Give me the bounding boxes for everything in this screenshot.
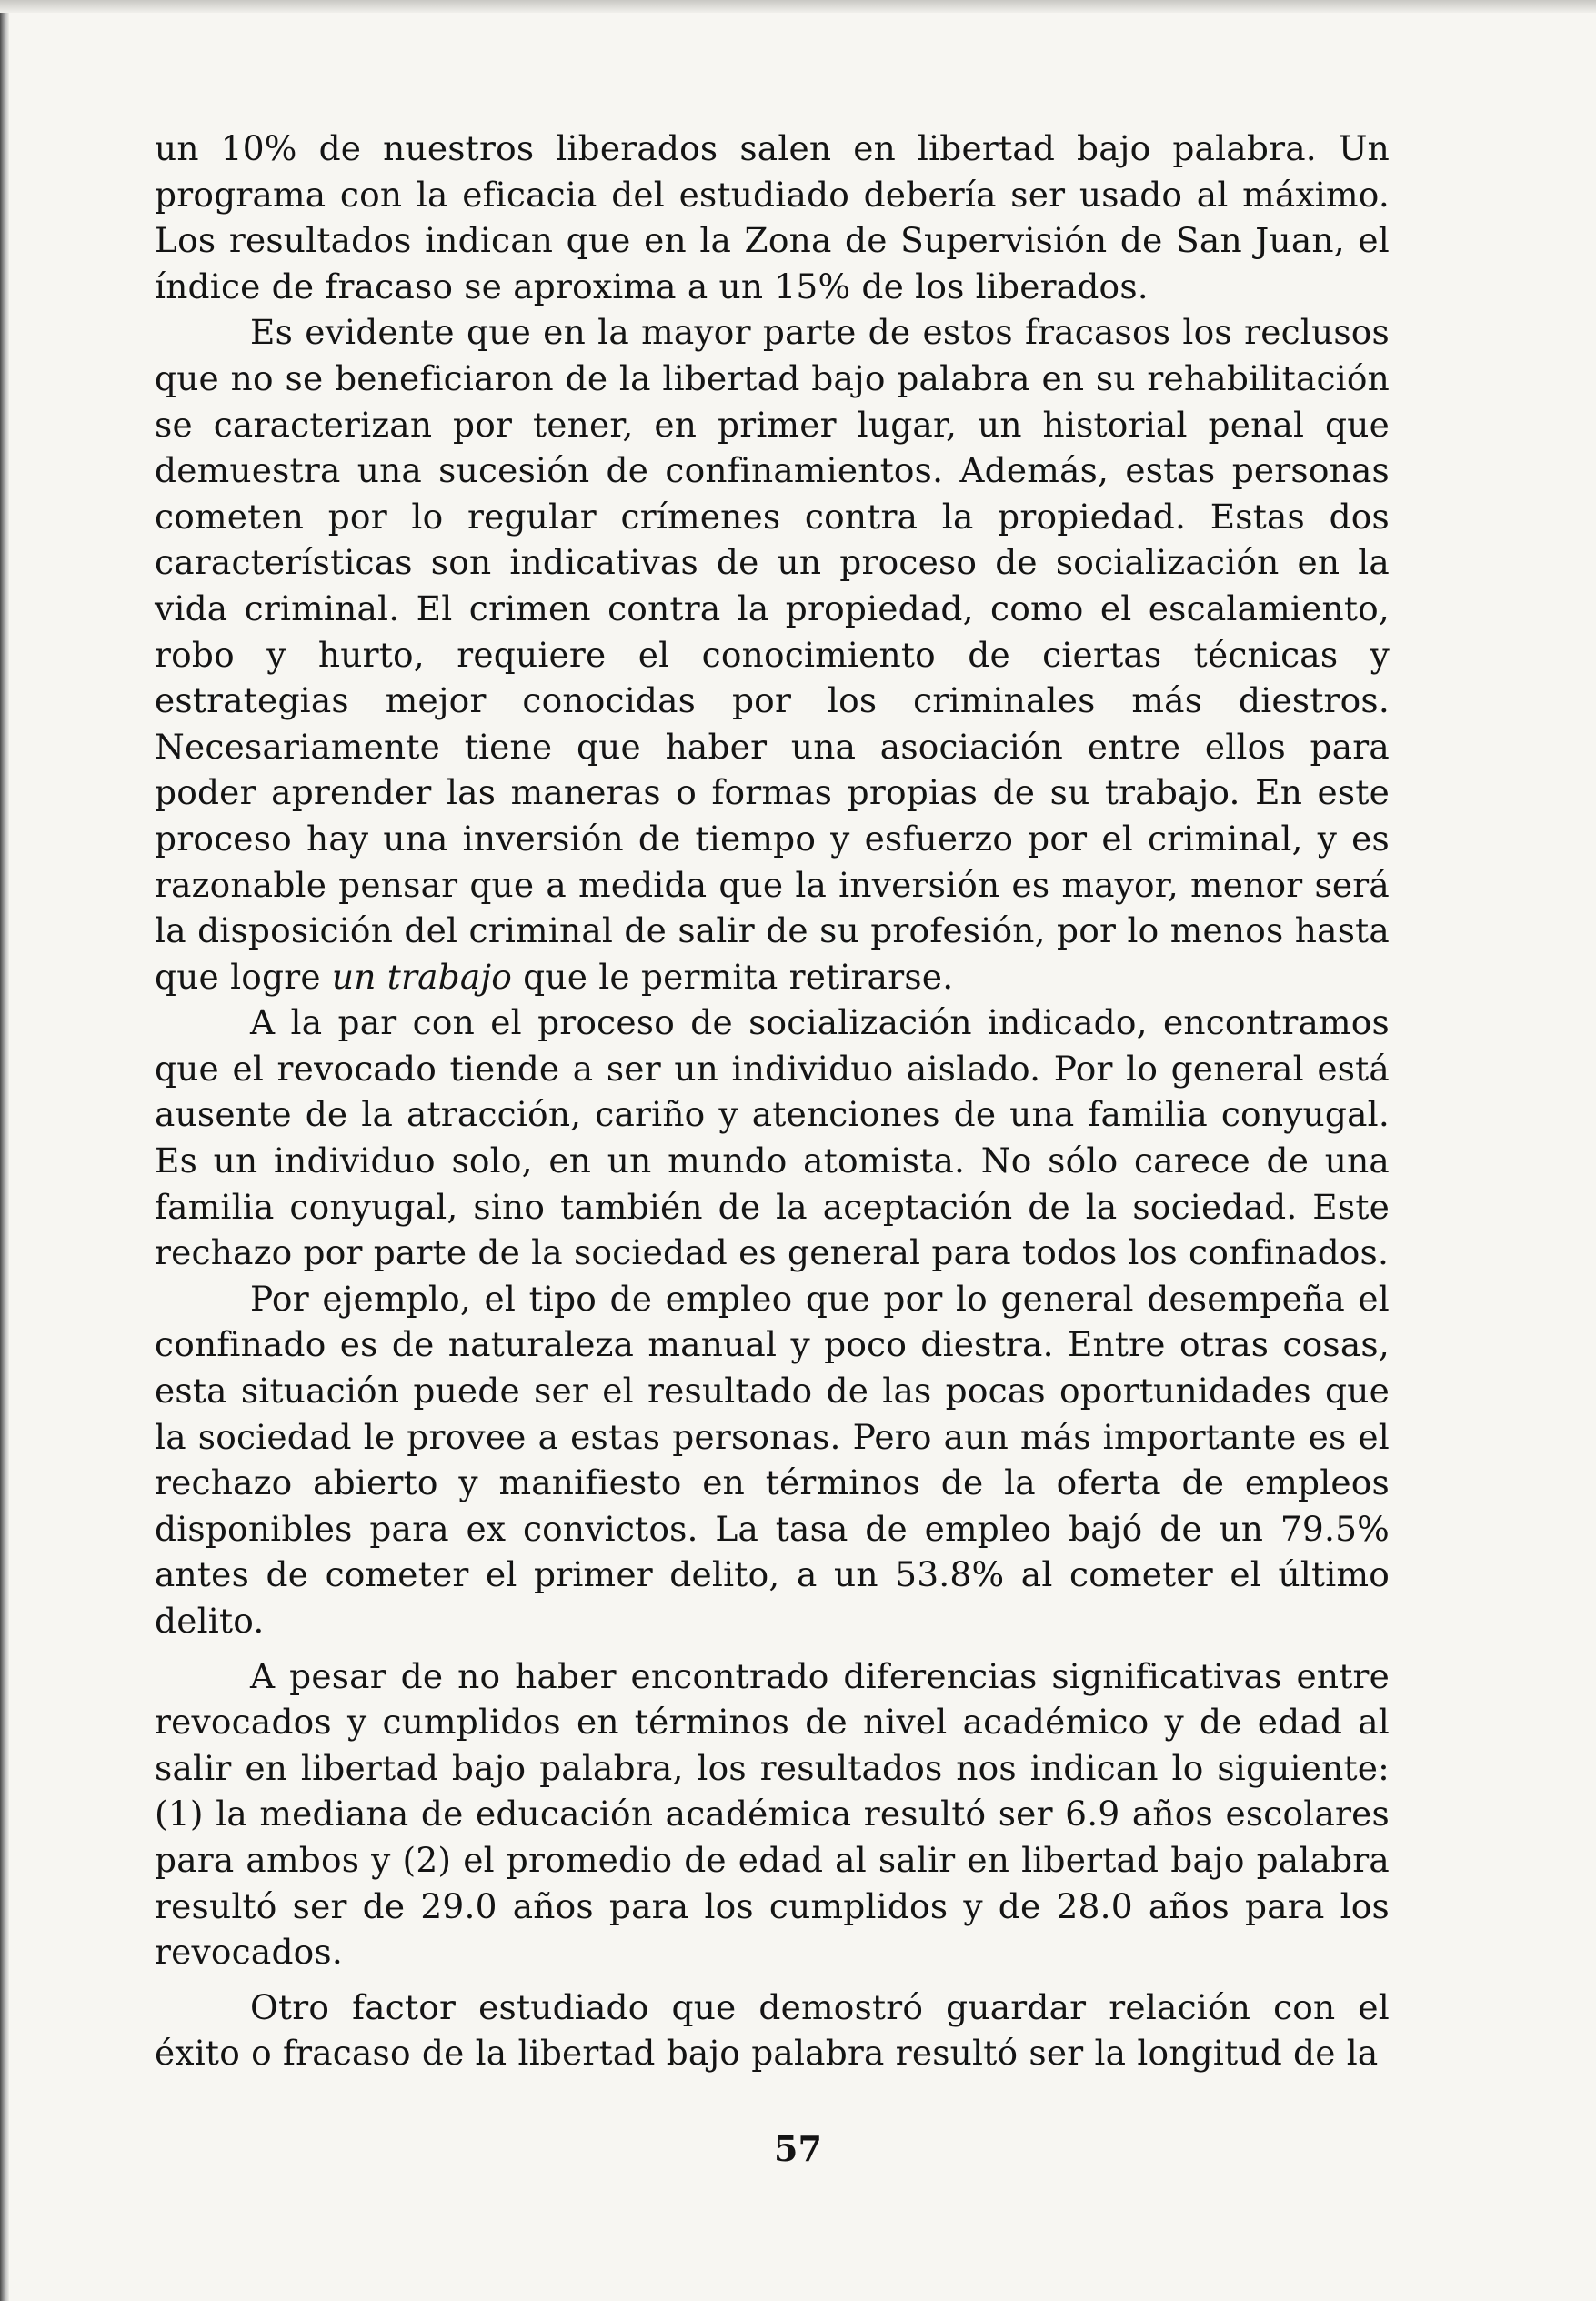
paragraph-4: Por ejemplo, el tipo de empleo que por lo general desempeña el confinado es de naturaleza manual y poco diestra. Entre otras cosas, esta situación puede ser el resultado de las pocas oportunidades que la sociedad le provee a estas personas. Pero aun más importante es el rechazo abierto y manifiesto en términos de la oferta de empleos disponibles para ex convictos. La tasa de empleo bajó de un 79.5% antes de cometer el primer delito, a un 53.8% al cometer el último delito.	[155, 1278, 1390, 1641]
paragraph-5: A pesar de no haber encontrado diferencias significativas entre revocados y cumplidos en términos de nivel académico y de edad al salir en libertad bajo palabra, los resultados nos indican lo siguiente: (1) la mediana de educación académica resultó ser 6.9 años escolares para ambos y (2) el promedio de edad al salir en libertad bajo palabra resultó ser de 29.0 años para los cumplidos y de 28.0 años para los revocados.	[155, 1655, 1390, 1973]
page-binding-shadow	[0, 0, 9, 2301]
page-top-edge	[0, 0, 1596, 13]
paragraph-2-text-end: que le permita retirarse.	[512, 956, 954, 997]
paragraph-1: un 10% de nuestros liberados salen en libertad bajo palabra. Un programa con la eficacia del estudiado debería ser usado al máximo. Los resultados indican que en la Zona de Supervisión de San Juan, el índice de fracaso se aproxima a un 15% de los liberados.	[155, 128, 1390, 306]
page-number: 57	[774, 2128, 822, 2169]
paragraph-2	[155, 309, 1390, 1000]
page-body-text	[155, 126, 1390, 2076]
paragraph-2-emphasis: un trabajo	[331, 956, 513, 997]
paragraph-6: Otro factor estudiado que demostró guardar relación con el éxito o fracaso de la libertad bajo palabra resultó ser la longitud de la	[155, 1986, 1390, 2074]
paragraph-3: A la par con el proceso de socialización indicado, encontramos que el revocado tiende a ser un individuo aislado. Por lo general está ausente de la atracción, cariño y atenciones de una familia conyugal. Es un individuo solo, en un mundo atomista. No sólo carece de una familia conyugal, sino también de la aceptación de la sociedad. Este rechazo por parte de la sociedad es general para todos los confinados.	[155, 1002, 1390, 1273]
paragraph-2-text: Es evidente que en la mayor parte de estos fracasos los reclusos que no se beneficiaron de la libertad bajo palabra en su rehabilitación se caracterizan por tener, en primer lugar, un historial penal que demuestra una sucesión de confinamientos. Además, estas personas cometen por lo regular crímenes contra la propiedad. Estas dos características son indicativas de un proceso de socialización en la vida criminal. El crimen contra la propiedad, como el escalamiento, robo y hurto, requiere el conocimiento de ciertas técnicas y estrategias mejor conocidas por los criminales más diestros. Necesariamente tiene que haber una asociación entre ellos para poder aprender las maneras o formas propias de su trabajo. En este proceso hay una inversión de tiempo y esfuerzo por el criminal, y es razonable pensar que a medida que la inversión es mayor, menor será la disposición del criminal de salir de su profesión, por lo menos hasta que logre	[155, 312, 1390, 997]
